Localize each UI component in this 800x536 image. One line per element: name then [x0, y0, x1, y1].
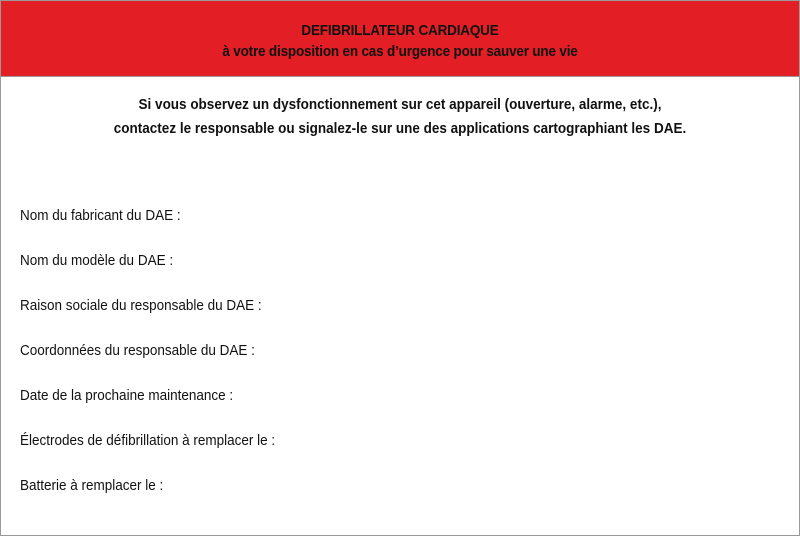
info-fields: [20, 204, 303, 519]
field-battery-replace-label: Batterie à remplacer le :: [20, 477, 164, 494]
malfunction-notice: [1, 93, 799, 141]
field-model-label: Nom du modèle du DAE :: [20, 252, 174, 269]
notice-line-2: contactez le responsable ou signalez-le sur une des applications cartographiant les DAE.: [113, 120, 687, 137]
notice-line-1: Si vous observez un dysfonctionnement sur cet appareil (ouverture, alarme, etc.),: [138, 96, 662, 113]
field-responsible-contact-label: Coordonnées du responsable du DAE :: [20, 342, 255, 359]
field-responsible-name-label: Raison sociale du responsable du DAE :: [20, 297, 262, 314]
header-subtitle: à votre disposition en cas d’urgence pour sauver une vie: [222, 43, 578, 60]
header-band: [1, 1, 799, 77]
field-manufacturer-label: Nom du fabricant du DAE :: [20, 207, 181, 224]
field-electrodes-replace-label: Électrodes de défibrillation à remplacer le :: [20, 432, 276, 449]
header-title: DEFIBRILLATEUR CARDIAQUE: [301, 22, 499, 39]
field-next-maintenance-label: Date de la prochaine maintenance :: [20, 387, 234, 404]
